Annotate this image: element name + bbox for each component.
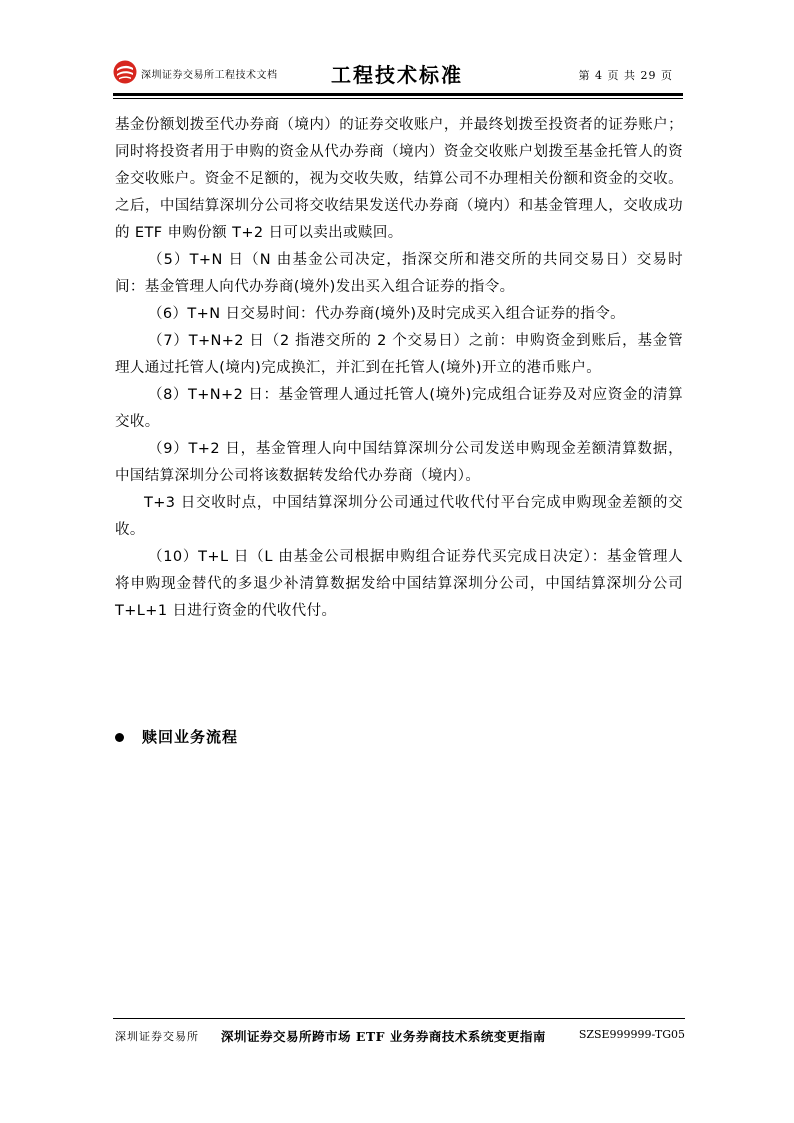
org-name: 深圳证券交易所工程技术文档 — [141, 70, 278, 81]
paragraph: 基金份额划拨至代办券商（境内）的证券交收账户，并最终划拨至投资者的证券账户；同时将投资者用于申购的资金从代办券商（境内）资金交收账户划拨至基金托管人的资金交收账户。资金不足额的，视为交收失败，结算公司不办理相关份额和资金的交收。之后，中国结算深圳分公司将交收结果发送代办券商（境内）和基金管理人，交收成功的 ETF 申购份额 T+2 日可以卖出或赎回。 — [115, 117, 683, 241]
paragraph: （5）T+N 日（N 由基金公司决定，指深交所和港交所的共同交易日）交易时间：基金管理人向代办券商(境外)发出买入组合证券的指令。 — [115, 252, 683, 295]
paragraph: （6）T+N 日交易时间：代办券商(境外)及时完成买入组合证券的指令。 — [148, 306, 625, 322]
header-rule-thick — [113, 93, 683, 96]
doc-type-title: 工程技术标准 — [331, 63, 463, 87]
footer-org: 深圳证券交易所 — [115, 1030, 199, 1043]
footer-rule — [113, 1018, 685, 1019]
header-rule-thin — [113, 98, 683, 99]
paragraph: （9）T+2 日，基金管理人向中国结算深圳分公司发送申购现金差额清算数据，中国结算深圳分公司将该数据转发给代办券商（境内）。 — [115, 441, 683, 484]
bullet-icon — [115, 733, 124, 742]
paragraph: （8）T+N+2 日：基金管理人通过托管人(境外)完成组合证券及对应资金的清算交收。 — [115, 387, 683, 430]
page-number: 第 4 页 共 29 页 — [578, 69, 673, 82]
page-header — [113, 58, 683, 96]
body-content — [115, 112, 683, 625]
footer-doc-id: SZSE999999-TG05 — [578, 1028, 685, 1041]
paragraph: （10）T+L 日（L 由基金公司根据申购组合证券代买完成日决定）：基金管理人将申购现金替代的多退少补清算数据发给中国结算深圳分公司，中国结算深圳分公司 T+L+1 日进行资金的代收代付。 — [115, 549, 683, 619]
page-footer — [113, 1018, 685, 1048]
paragraph: （7）T+N+2 日（2 指港交所的 2 个交易日）之前：申购资金到账后，基金管理人通过托管人(境内)完成换汇，并汇到在托管人(境外)开立的港币账户。 — [115, 333, 683, 376]
szse-logo-icon — [113, 60, 137, 84]
paragraph: T+3 日交收时点，中国结算深圳分公司通过代收代付平台完成申购现金差额的交收。 — [115, 495, 683, 538]
footer-doc-title: 深圳证券交易所跨市场 ETF 业务券商技术系统变更指南 — [221, 1029, 546, 1044]
section-title: 赎回业务流程 — [142, 728, 239, 746]
